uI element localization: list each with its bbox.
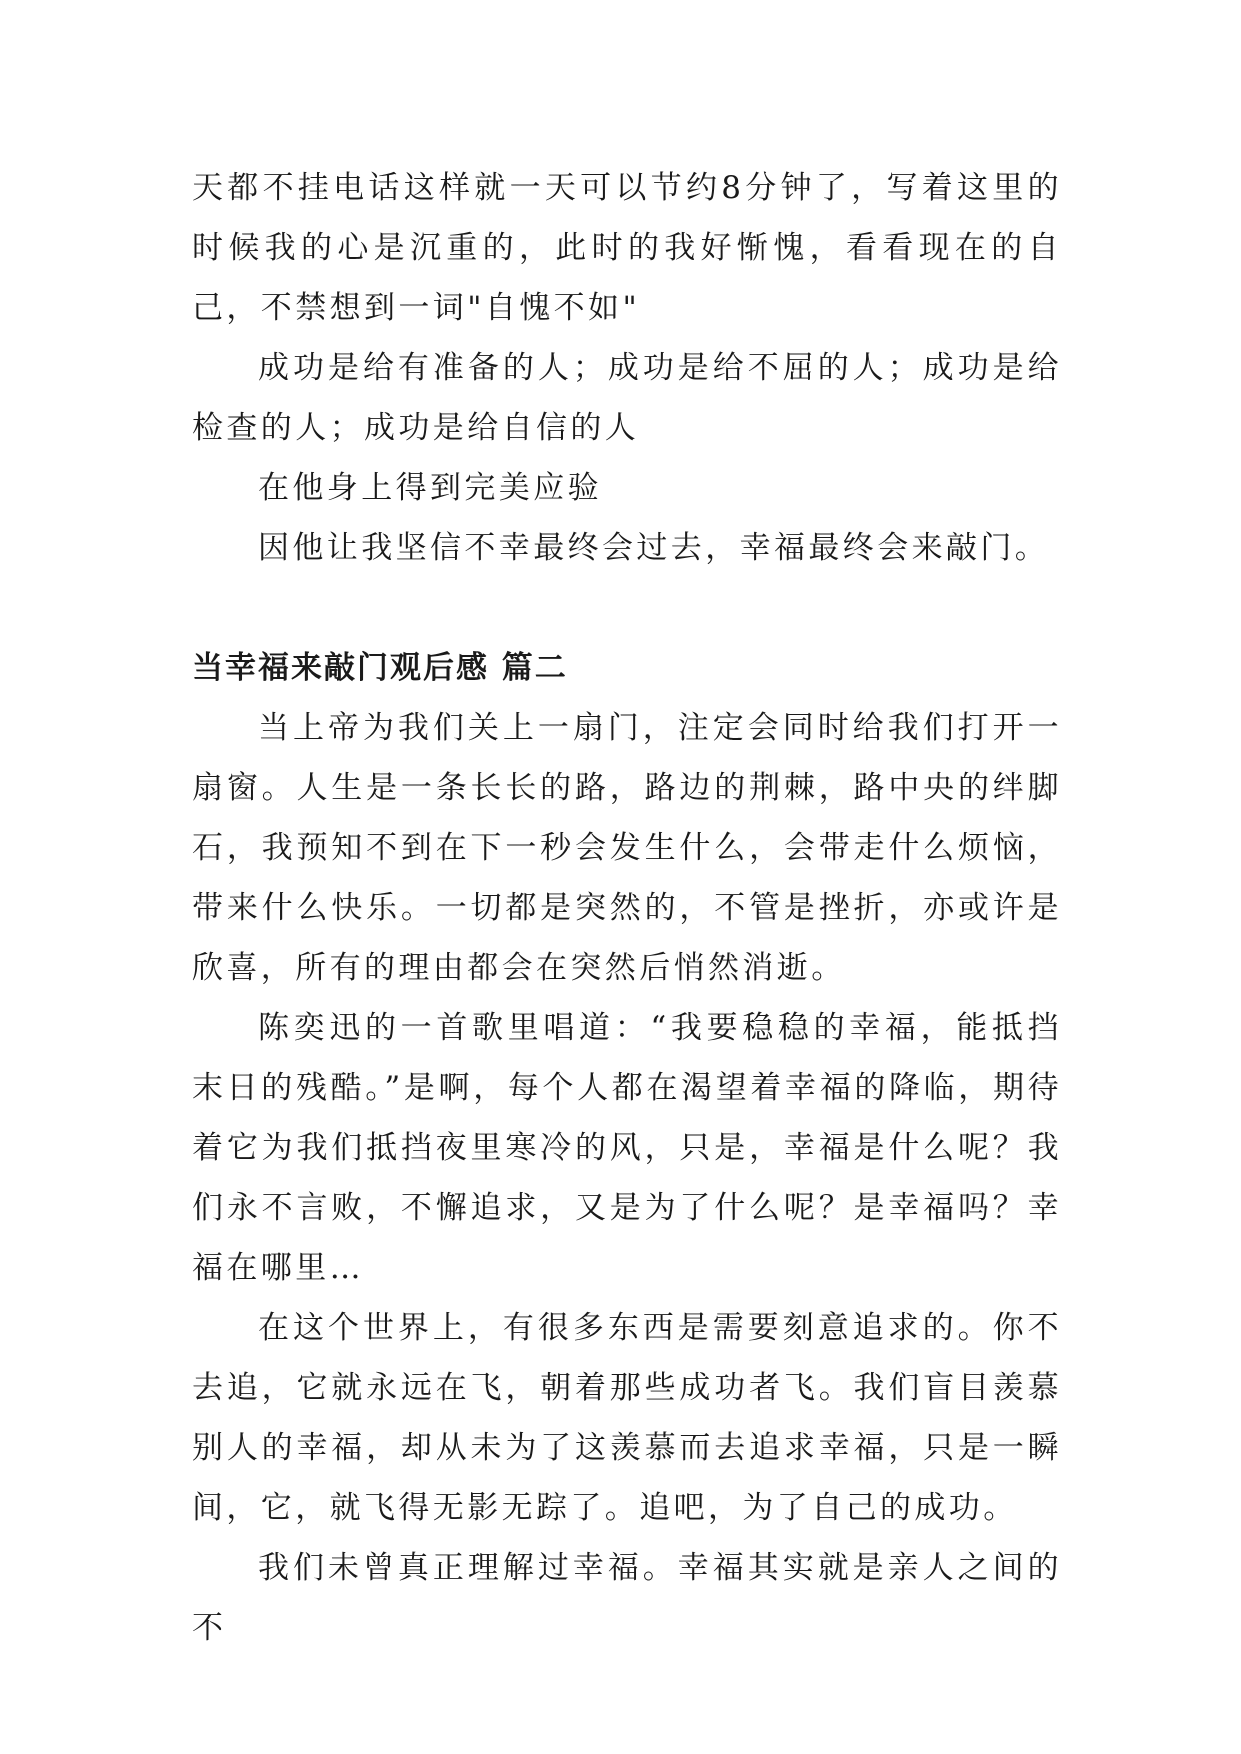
paragraph-success: 成功是给有准备的人；成功是给不屈的人；成功是给检查的人；成功是给自信的人 [192,350,1062,446]
paragraph-belief: 因他让我坚信不幸最终会过去，幸福最终会来敲门。 [258,530,1050,566]
section-heading: 当幸福来敲门观后感 篇二 [192,650,568,686]
paragraph-pursuit: 在这个世界上，有很多东西是需要刻意追求的。你不去追，它就永远在飞，朝着那些成功者飞。我们盲目羡慕别人的幸福，却从未为了这羡慕而去追求幸福，只是一瞬间，它，就飞得无影无踪了。追吧，为了自己的成功。 [192,1310,1062,1526]
section-gap [192,578,1062,638]
paragraph-song: 陈奕迅的一首歌里唱道：“我要稳稳的幸福，能抵挡末日的残酷。”是啊，每个人都在渴望着幸福的降临，期待着它为我们抵挡夜里寒冷的风，只是，幸福是什么呢？我们永不言败，不懈追求，又是为了什么呢？是幸福吗？幸福在哪里… [192,1010,1062,1286]
paragraph-understanding: 我们未曾真正理解过幸福。幸福其实就是亲人之间的不 [192,1550,1062,1646]
document-body [192,158,1062,1658]
paragraph-continuation: 天都不挂电话这样就一天可以节约8分钟了，写着这里的时候我的心是沉重的，此时的我好惭愧，看看现在的自己，不禁想到一词"自愧不如" [192,170,1062,326]
paragraph-door-window: 当上帝为我们关上一扇门，注定会同时给我们打开一扇窗。人生是一条长长的路，路边的荆棘，路中央的绊脚石，我预知不到在下一秒会发生什么，会带走什么烦恼，带来什么快乐。一切都是突然的，不管是挫折，亦或许是欣喜，所有的理由都会在突然后悄然消逝。 [192,710,1062,986]
paragraph-verified: 在他身上得到完美应验 [258,470,602,506]
